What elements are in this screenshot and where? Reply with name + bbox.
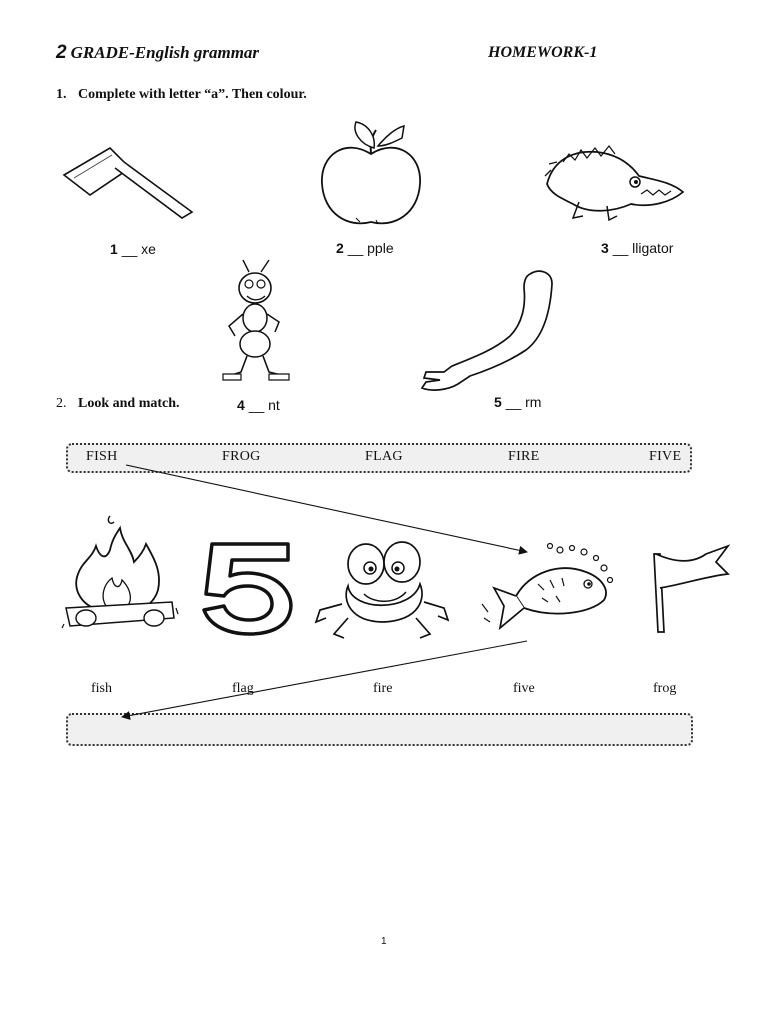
item-2-number: 2	[336, 240, 344, 256]
item-5-blank[interactable]: __ rm	[505, 394, 542, 410]
item-1-blank[interactable]: __ xe	[121, 241, 156, 257]
upper-word-fish[interactable]: FISH	[86, 449, 118, 464]
item-4-number: 4	[237, 397, 245, 413]
item-3-blank[interactable]: __ lligator	[612, 240, 674, 256]
exercise-1-number: 1.	[56, 87, 67, 102]
exercise-2-number: 2.	[56, 396, 67, 411]
arrow-fish-to-picture	[126, 465, 527, 552]
upper-word-five[interactable]: FIVE	[649, 449, 682, 464]
item-5-number: 5	[494, 394, 502, 410]
lower-word-fish[interactable]: fish	[91, 681, 112, 696]
exercise-1-instruction: Complete with letter “a”. Then colour.	[78, 87, 307, 102]
lower-word-five[interactable]: five	[513, 681, 535, 696]
upper-word-frog[interactable]: FROG	[222, 449, 261, 464]
item-4-blank[interactable]: __ nt	[248, 397, 280, 413]
arrow-picture-to-box	[122, 641, 527, 717]
exercise-2-instruction: Look and match.	[78, 396, 180, 411]
grade-title: GRADE-English grammar	[70, 43, 260, 62]
upper-word-flag[interactable]: FLAG	[365, 449, 403, 464]
item-3-number: 3	[601, 240, 609, 256]
lower-word-fire[interactable]: fire	[373, 681, 393, 696]
upper-word-fire[interactable]: FIRE	[508, 449, 540, 464]
lower-word-flag[interactable]: flag	[232, 681, 254, 696]
lower-word-frog[interactable]: frog	[653, 681, 677, 696]
item-2-blank[interactable]: __ pple	[347, 240, 394, 256]
page-number: 1	[381, 936, 387, 947]
item-1-number: 1	[110, 241, 118, 257]
homework-label: HOMEWORK-1	[488, 44, 598, 61]
grade-number: 2	[56, 42, 67, 63]
